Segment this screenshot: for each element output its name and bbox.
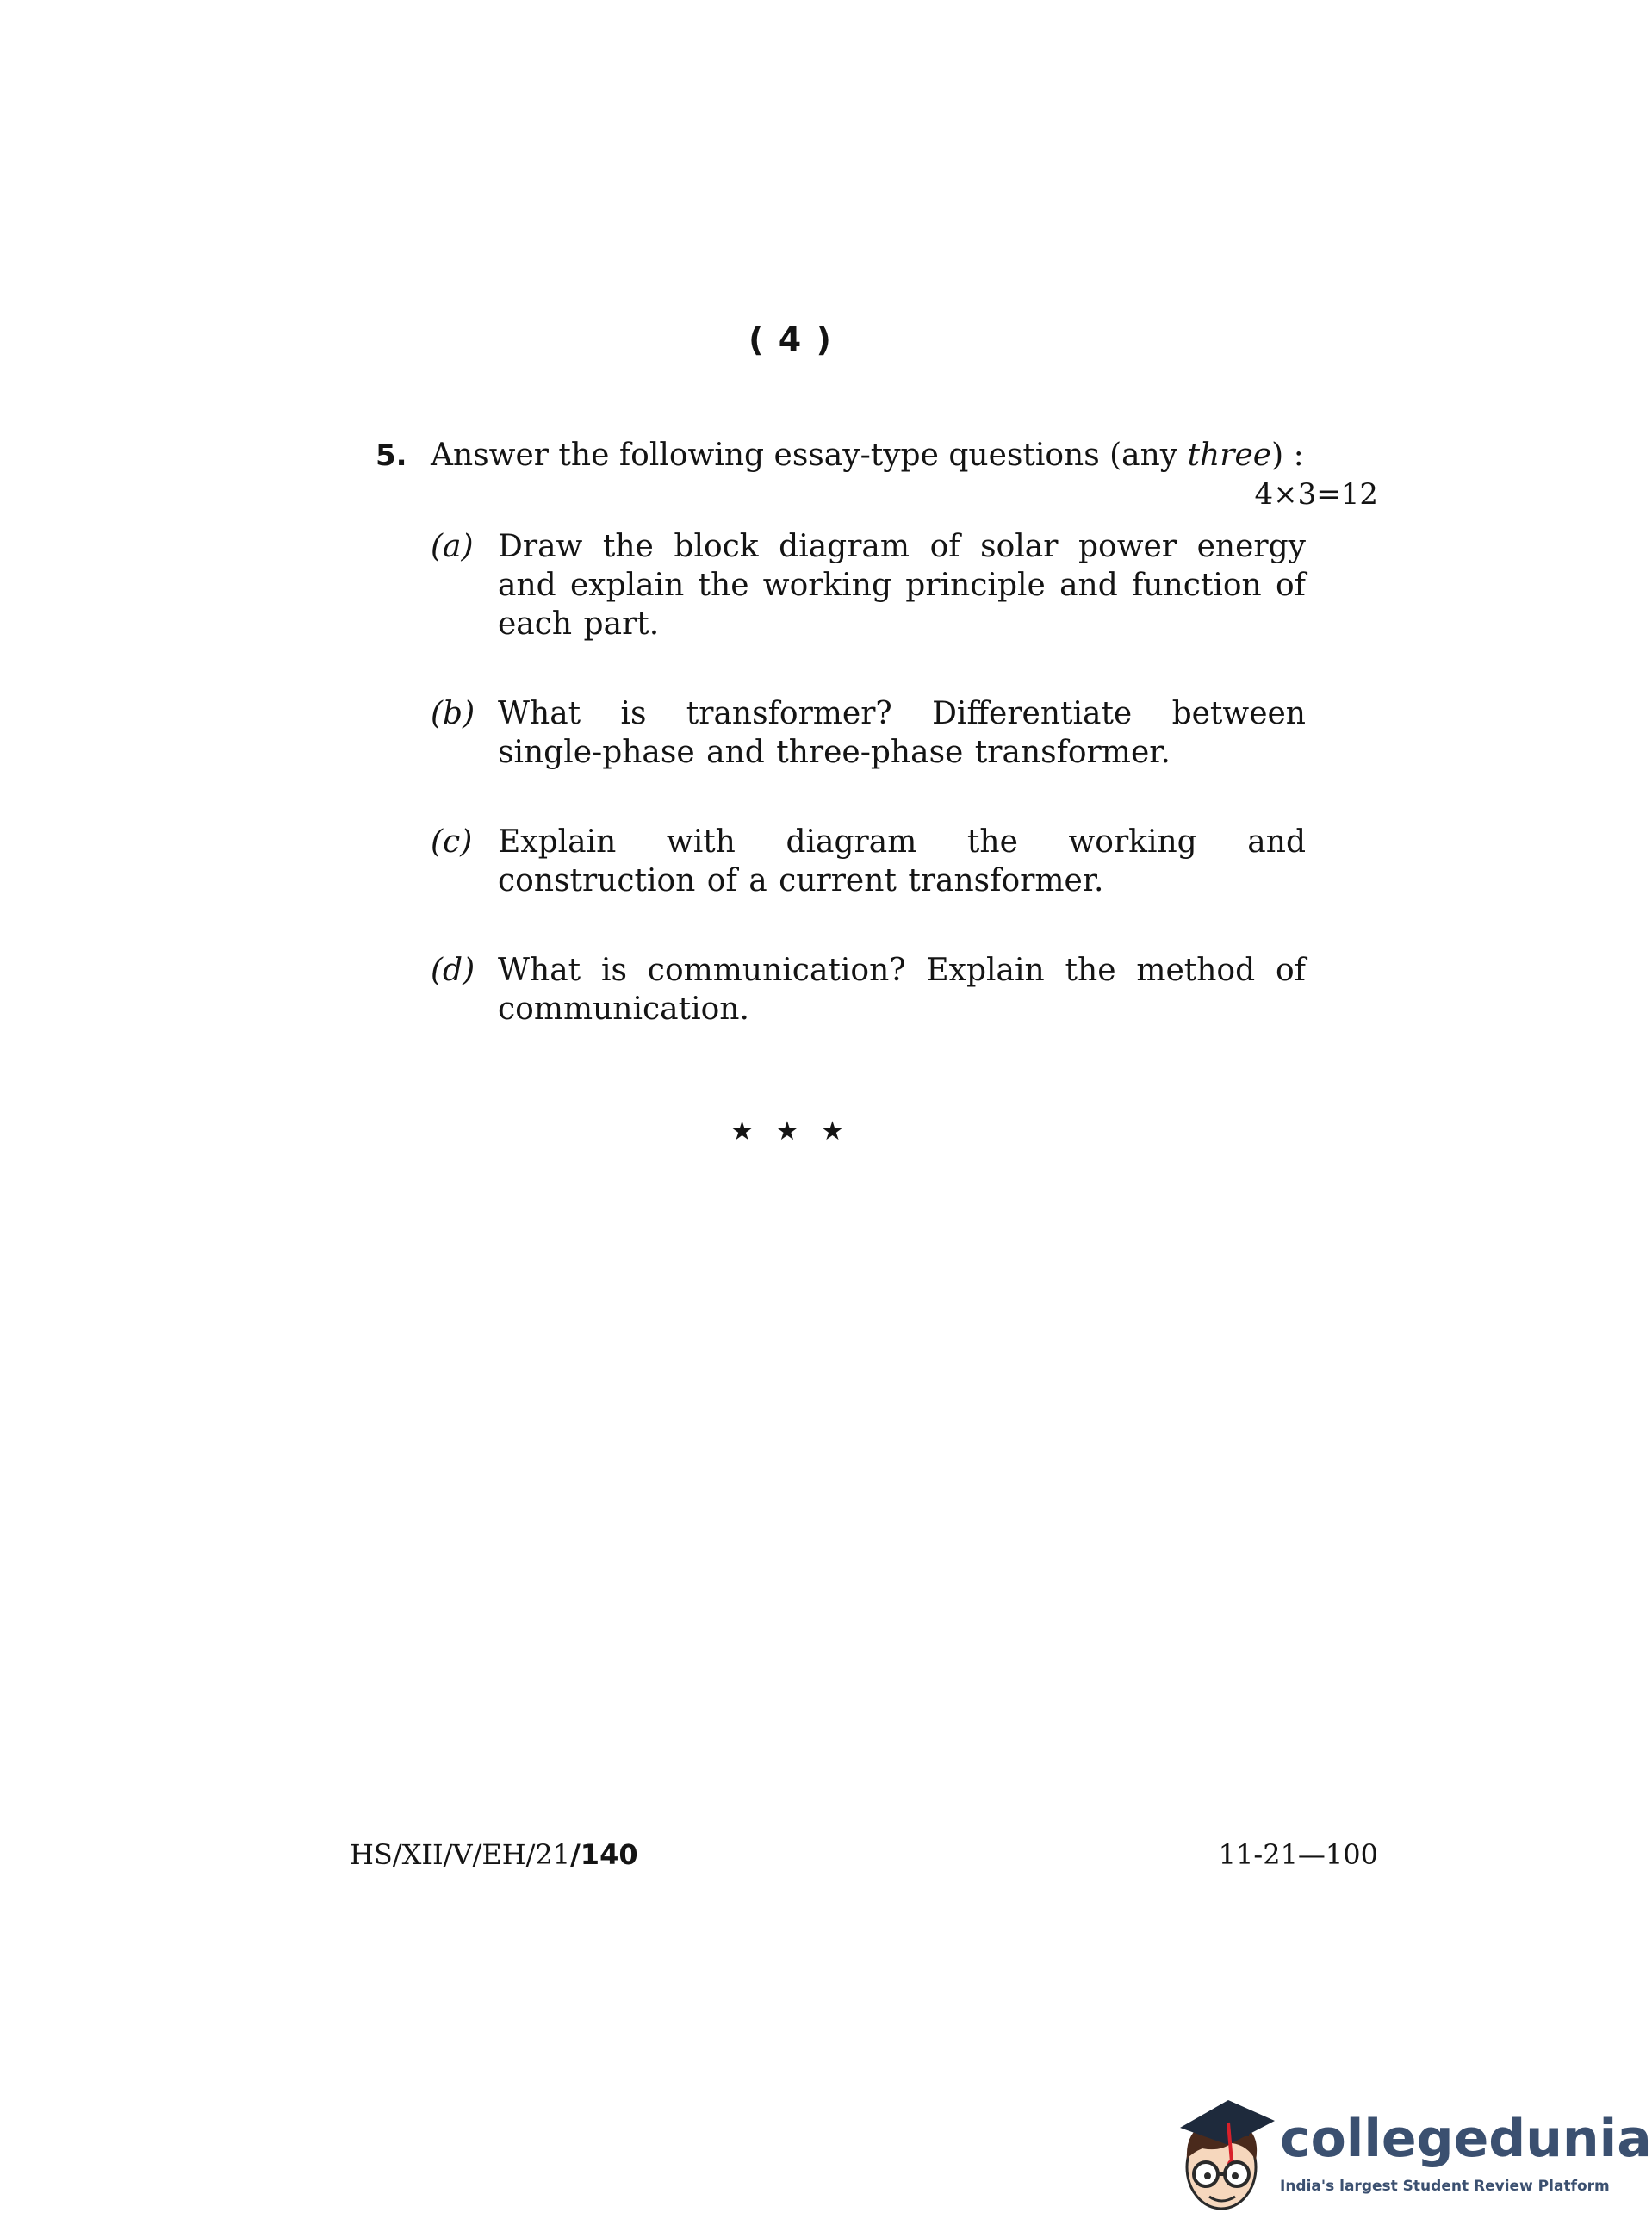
subquestion-label: (a) <box>431 529 474 564</box>
subquestion-text: What is communication? Explain the method of communication. <box>498 953 1306 1027</box>
print-code: 11-21—100 <box>1218 1838 1378 1871</box>
subquestion-c <box>431 823 1306 900</box>
question-heading <box>376 435 1304 476</box>
subquestion-text: What is transformer? Differentiate between single-phase and three-phase transformer. <box>498 696 1306 770</box>
collegedunia-watermark <box>1168 2092 1652 2219</box>
mascot-logo-icon <box>1168 2092 1280 2219</box>
subquestion-text: Draw the block diagram of solar power energy and explain the working principle and function of each part. <box>498 529 1306 642</box>
subquestion-text: Explain with diagram the working and construction of a current transformer. <box>498 824 1306 898</box>
question-text-prefix: Answer the following essay-type questions (any <box>431 438 1188 473</box>
brand-tagline: India's largest Student Review Platform <box>1280 2178 1610 2195</box>
page-number: ( 4 ) <box>748 320 833 358</box>
subquestion-b <box>431 694 1306 772</box>
subquestion-d <box>431 951 1306 1029</box>
question-text-emphasis: three <box>1187 438 1272 473</box>
question-text-suffix: ) : <box>1271 438 1304 473</box>
subquestion-a <box>431 527 1306 643</box>
end-marker: ★ ★ ★ <box>730 1116 851 1147</box>
subquestion-label: (d) <box>431 953 475 988</box>
question-number: 5. <box>376 438 407 473</box>
paper-code-suffix: /140 <box>570 1838 638 1871</box>
paper-code-prefix: HS/XII/V/EH/21 <box>350 1838 571 1871</box>
subquestion-label: (c) <box>431 824 473 860</box>
marks-allocation: 4×3=12 <box>1254 477 1378 512</box>
paper-code <box>350 1838 638 1871</box>
subquestion-label: (b) <box>431 696 475 731</box>
brand-name: collegedunia <box>1280 2109 1652 2169</box>
